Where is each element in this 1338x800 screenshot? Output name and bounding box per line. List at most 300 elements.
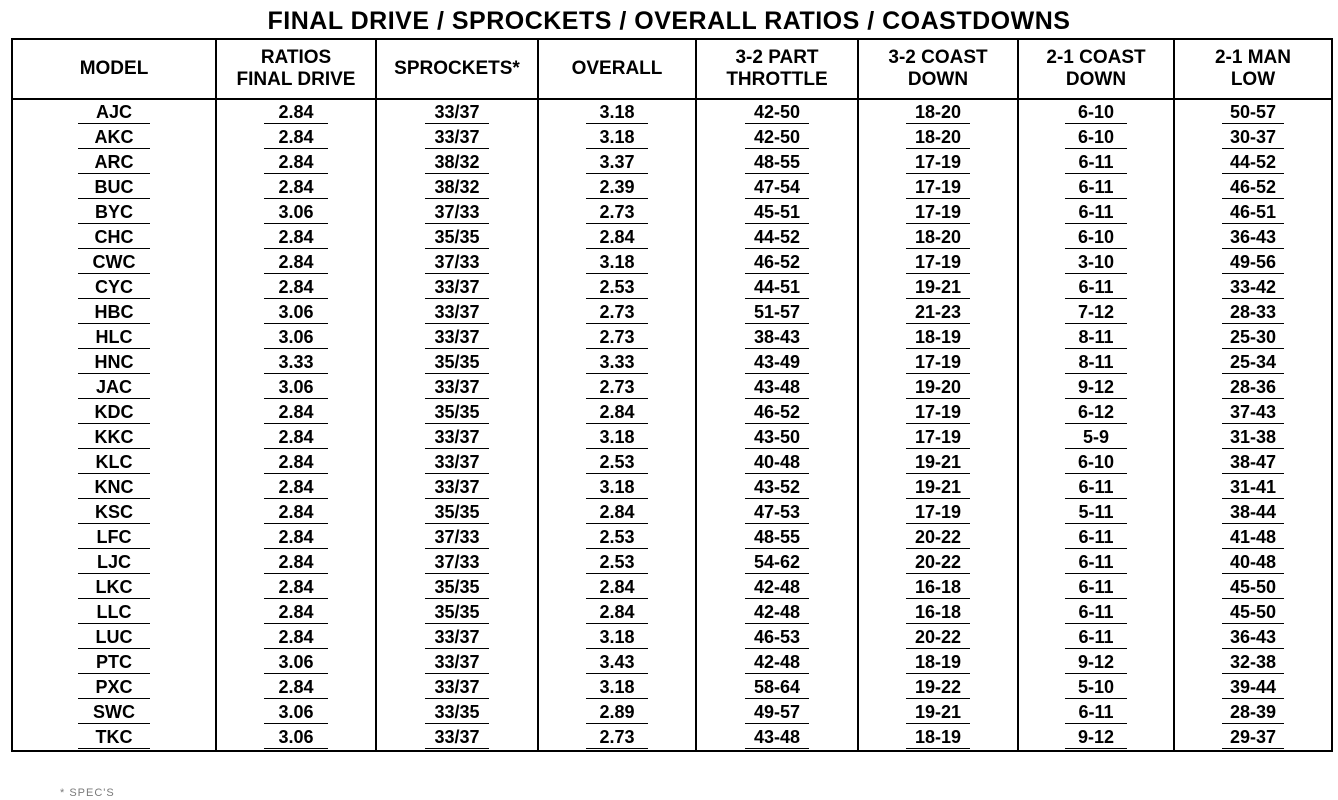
cell-value: 39-44	[1222, 677, 1284, 699]
cell-overall	[538, 300, 696, 325]
table-row	[12, 99, 1332, 125]
cell-value: 35/35	[425, 602, 489, 624]
cell-value: 45-50	[1222, 577, 1284, 599]
cell-value: 37/33	[425, 527, 489, 549]
cell-value: 19-21	[906, 477, 969, 499]
cell-value: 31-38	[1222, 427, 1284, 449]
cell-value: LJC	[78, 552, 151, 574]
cell-man-low-2-1	[1174, 675, 1332, 700]
cell-value: PXC	[78, 677, 151, 699]
col-header-line1: RATIOS	[260, 47, 332, 68]
cell-value: 19-21	[906, 452, 969, 474]
cell-man-low-2-1	[1174, 500, 1332, 525]
cell-final-drive	[216, 150, 376, 175]
table-row	[12, 650, 1332, 675]
cell-coast-down-2-1	[1018, 675, 1174, 700]
cell-value: 19-22	[906, 677, 969, 699]
cell-coast-down-2-1	[1018, 225, 1174, 250]
cell-value: 43-50	[745, 427, 809, 449]
cell-value: 43-48	[745, 727, 809, 749]
cell-value: 38-43	[745, 327, 809, 349]
cell-value: 6-11	[1065, 527, 1127, 549]
cell-sprockets	[376, 350, 538, 375]
cell-overall	[538, 550, 696, 575]
cell-final-drive	[216, 125, 376, 150]
cell-sprockets	[376, 325, 538, 350]
cell-part-throttle-3-2	[696, 275, 858, 300]
table-row	[12, 125, 1332, 150]
cell-coast-down-3-2	[858, 225, 1018, 250]
cell-value: 3.18	[586, 477, 648, 499]
cell-value: 33/37	[425, 627, 489, 649]
cell-value: 3.33	[264, 352, 327, 374]
cell-man-low-2-1	[1174, 525, 1332, 550]
cell-overall	[538, 99, 696, 125]
col-header-line1: 3-2 PART	[735, 47, 819, 68]
cell-final-drive	[216, 375, 376, 400]
cell-overall	[538, 400, 696, 425]
table-row	[12, 600, 1332, 625]
cell-sprockets	[376, 650, 538, 675]
cell-value: 2.39	[586, 177, 648, 199]
cell-value: 2.84	[264, 102, 327, 124]
cell-value: 47-53	[745, 502, 809, 524]
cell-final-drive	[216, 475, 376, 500]
cell-final-drive	[216, 425, 376, 450]
cell-part-throttle-3-2	[696, 600, 858, 625]
cell-coast-down-2-1	[1018, 450, 1174, 475]
cell-value: 17-19	[906, 402, 969, 424]
cell-coast-down-3-2	[858, 300, 1018, 325]
col-header-line2: FINAL DRIVE	[236, 69, 356, 90]
cell-value: 6-10	[1065, 227, 1127, 249]
cell-part-throttle-3-2	[696, 425, 858, 450]
cell-value: 2.84	[264, 577, 327, 599]
cell-man-low-2-1	[1174, 300, 1332, 325]
table-row	[12, 175, 1332, 200]
cell-man-low-2-1	[1174, 125, 1332, 150]
cell-model	[12, 99, 216, 125]
cell-value: 42-50	[745, 127, 809, 149]
col-header-line1: 2-1 COAST	[1046, 47, 1146, 68]
cell-overall	[538, 725, 696, 751]
cell-coast-down-3-2	[858, 575, 1018, 600]
cell-overall	[538, 125, 696, 150]
cell-value: 33/37	[425, 477, 489, 499]
cell-overall	[538, 625, 696, 650]
table-row	[12, 250, 1332, 275]
cell-value: 54-62	[745, 552, 809, 574]
cell-value: 2.84	[264, 227, 327, 249]
cell-man-low-2-1	[1174, 275, 1332, 300]
cell-value: 49-56	[1222, 252, 1284, 274]
col-header-line1: 2-1 MAN	[1214, 47, 1291, 68]
cell-final-drive	[216, 700, 376, 725]
cell-part-throttle-3-2	[696, 200, 858, 225]
cell-value: 16-18	[906, 577, 969, 599]
cell-overall	[538, 275, 696, 300]
cell-part-throttle-3-2	[696, 300, 858, 325]
cell-model	[12, 700, 216, 725]
cell-value: 2.89	[586, 702, 648, 724]
cell-coast-down-2-1	[1018, 425, 1174, 450]
cell-value: BUC	[78, 177, 151, 199]
cell-value: 38-47	[1222, 452, 1284, 474]
cell-value: 19-21	[906, 277, 969, 299]
cell-coast-down-3-2	[858, 525, 1018, 550]
cell-coast-down-3-2	[858, 550, 1018, 575]
cell-value: 58-64	[745, 677, 809, 699]
cell-value: 40-48	[745, 452, 809, 474]
cell-model	[12, 375, 216, 400]
cell-part-throttle-3-2	[696, 650, 858, 675]
col-header-line2: LOW	[1230, 69, 1276, 90]
cell-value: 2.53	[586, 452, 648, 474]
cell-value: LFC	[78, 527, 151, 549]
cell-value: 28-36	[1222, 377, 1284, 399]
cell-value: 2.73	[586, 202, 648, 224]
cell-man-low-2-1	[1174, 700, 1332, 725]
cell-final-drive	[216, 325, 376, 350]
cell-model	[12, 275, 216, 300]
cell-value: 2.73	[586, 327, 648, 349]
ratios-table	[11, 38, 1333, 752]
table-row	[12, 325, 1332, 350]
cell-man-low-2-1	[1174, 375, 1332, 400]
cell-value: 3.06	[264, 327, 327, 349]
cell-value: 3.43	[586, 652, 648, 674]
cell-model	[12, 300, 216, 325]
cell-value: 6-11	[1065, 627, 1127, 649]
cell-overall	[538, 675, 696, 700]
cell-value: LKC	[78, 577, 151, 599]
cell-final-drive	[216, 600, 376, 625]
cell-value: 2.84	[586, 502, 648, 524]
cell-sprockets	[376, 475, 538, 500]
cell-value: 44-52	[1222, 152, 1284, 174]
cell-value: 6-11	[1065, 477, 1127, 499]
cell-value: 35/35	[425, 402, 489, 424]
cell-part-throttle-3-2	[696, 475, 858, 500]
cell-value: 42-48	[745, 602, 809, 624]
cell-overall	[538, 425, 696, 450]
col-header-line2: DOWN	[1065, 69, 1127, 90]
cell-value: 5-10	[1065, 677, 1127, 699]
cell-man-low-2-1	[1174, 350, 1332, 375]
cell-coast-down-3-2	[858, 625, 1018, 650]
cell-value: 2.84	[264, 402, 327, 424]
col-header-3-2-part-throttle	[696, 39, 858, 99]
header-row	[12, 39, 1332, 99]
cell-model	[12, 425, 216, 450]
cell-part-throttle-3-2	[696, 700, 858, 725]
cell-value: 17-19	[906, 152, 969, 174]
cell-value: TKC	[78, 727, 151, 749]
cell-coast-down-2-1	[1018, 575, 1174, 600]
cell-overall	[538, 450, 696, 475]
cell-value: 35/35	[425, 502, 489, 524]
cell-value: 46-52	[745, 402, 809, 424]
cell-coast-down-3-2	[858, 275, 1018, 300]
cell-value: JAC	[78, 377, 151, 399]
cell-man-low-2-1	[1174, 425, 1332, 450]
cell-value: 3.06	[264, 727, 327, 749]
cell-sprockets	[376, 525, 538, 550]
page-title: FINAL DRIVE / SPROCKETS / OVERALL RATIOS / COASTDOWNS	[267, 7, 1071, 35]
cell-value: HBC	[78, 302, 151, 324]
cell-value: CHC	[78, 227, 151, 249]
cell-overall	[538, 200, 696, 225]
cell-value: 6-10	[1065, 452, 1127, 474]
cell-value: 3.06	[264, 702, 327, 724]
cell-value: 37/33	[425, 202, 489, 224]
cell-man-low-2-1	[1174, 200, 1332, 225]
cell-value: 20-22	[906, 627, 969, 649]
cell-coast-down-2-1	[1018, 500, 1174, 525]
cell-coast-down-3-2	[858, 250, 1018, 275]
cell-value: 17-19	[906, 252, 969, 274]
table-row	[12, 475, 1332, 500]
cell-coast-down-3-2	[858, 99, 1018, 125]
table-row	[12, 425, 1332, 450]
col-header-line1: SPROCKETS*	[394, 58, 520, 79]
cell-value: 33/37	[425, 727, 489, 749]
cell-part-throttle-3-2	[696, 575, 858, 600]
cell-value: 33/37	[425, 652, 489, 674]
cell-model	[12, 250, 216, 275]
cell-value: 49-57	[745, 702, 809, 724]
table-row	[12, 450, 1332, 475]
cell-value: 48-55	[745, 152, 809, 174]
cell-man-low-2-1	[1174, 175, 1332, 200]
cell-final-drive	[216, 175, 376, 200]
cell-value: 8-11	[1065, 352, 1127, 374]
cell-value: 2.84	[264, 427, 327, 449]
cell-coast-down-3-2	[858, 425, 1018, 450]
cell-value: 3.18	[586, 677, 648, 699]
table-row	[12, 350, 1332, 375]
col-header-sprockets	[376, 39, 538, 99]
cell-final-drive	[216, 225, 376, 250]
cell-final-drive	[216, 725, 376, 751]
cell-part-throttle-3-2	[696, 525, 858, 550]
cell-overall	[538, 250, 696, 275]
cell-value: 38/32	[425, 177, 489, 199]
cell-model	[12, 125, 216, 150]
cell-coast-down-2-1	[1018, 175, 1174, 200]
cell-value: 44-52	[745, 227, 809, 249]
cell-sprockets	[376, 375, 538, 400]
cell-coast-down-2-1	[1018, 625, 1174, 650]
cell-value: KDC	[78, 402, 151, 424]
cell-coast-down-3-2	[858, 350, 1018, 375]
cell-part-throttle-3-2	[696, 500, 858, 525]
cell-sprockets	[376, 500, 538, 525]
cell-value: 3.06	[264, 652, 327, 674]
cell-value: 33/37	[425, 377, 489, 399]
cell-man-low-2-1	[1174, 99, 1332, 125]
cell-value: 46-52	[745, 252, 809, 274]
cell-value: 2.84	[264, 602, 327, 624]
cell-man-low-2-1	[1174, 250, 1332, 275]
cell-sprockets	[376, 275, 538, 300]
cell-model	[12, 525, 216, 550]
cell-value: 3.18	[586, 252, 648, 274]
cell-value: 6-11	[1065, 177, 1127, 199]
cell-model	[12, 475, 216, 500]
cell-man-low-2-1	[1174, 400, 1332, 425]
cell-value: 33/37	[425, 102, 489, 124]
cell-model	[12, 650, 216, 675]
cell-model	[12, 725, 216, 751]
cell-part-throttle-3-2	[696, 250, 858, 275]
cell-coast-down-2-1	[1018, 300, 1174, 325]
cell-coast-down-2-1	[1018, 150, 1174, 175]
cell-value: 6-12	[1065, 402, 1127, 424]
col-header-2-1-coast-down	[1018, 39, 1174, 99]
cell-value: 2.84	[264, 552, 327, 574]
cell-value: 51-57	[745, 302, 809, 324]
cell-coast-down-3-2	[858, 700, 1018, 725]
cell-final-drive	[216, 450, 376, 475]
cell-coast-down-2-1	[1018, 350, 1174, 375]
col-header-line1: 3-2 COAST	[888, 47, 988, 68]
cell-value: 18-19	[906, 327, 969, 349]
cell-value: 2.53	[586, 552, 648, 574]
cell-value: AJC	[78, 102, 151, 124]
cell-value: 2.84	[264, 127, 327, 149]
col-header-line1: OVERALL	[571, 58, 663, 79]
table-row	[12, 725, 1332, 751]
table-row	[12, 300, 1332, 325]
cell-value: 2.73	[586, 727, 648, 749]
cell-value: 42-48	[745, 577, 809, 599]
cell-overall	[538, 650, 696, 675]
cell-coast-down-2-1	[1018, 375, 1174, 400]
cell-sprockets	[376, 550, 538, 575]
cell-value: 35/35	[425, 227, 489, 249]
cell-final-drive	[216, 500, 376, 525]
cell-value: 17-19	[906, 502, 969, 524]
cell-coast-down-3-2	[858, 500, 1018, 525]
col-header-final-drive	[216, 39, 376, 99]
cell-final-drive	[216, 400, 376, 425]
cell-value: 8-11	[1065, 327, 1127, 349]
cell-value: 2.84	[264, 152, 327, 174]
cell-value: 2.84	[586, 602, 648, 624]
cell-value: 3.06	[264, 202, 327, 224]
cell-value: 37-43	[1222, 402, 1284, 424]
cell-overall	[538, 225, 696, 250]
cell-value: 42-50	[745, 102, 809, 124]
cell-value: 9-12	[1065, 652, 1127, 674]
cell-man-low-2-1	[1174, 550, 1332, 575]
cell-value: 32-38	[1222, 652, 1284, 674]
table-row	[12, 675, 1332, 700]
cell-final-drive	[216, 350, 376, 375]
cell-final-drive	[216, 675, 376, 700]
cell-coast-down-2-1	[1018, 525, 1174, 550]
col-header-2-1-man-low	[1174, 39, 1332, 99]
cell-final-drive	[216, 275, 376, 300]
cell-value: 6-10	[1065, 127, 1127, 149]
cell-model	[12, 600, 216, 625]
cell-value: 2.84	[264, 452, 327, 474]
cell-value: 2.84	[264, 252, 327, 274]
cell-value: 2.84	[586, 402, 648, 424]
cell-value: 3.06	[264, 302, 327, 324]
cell-value: 44-51	[745, 277, 809, 299]
cell-value: 40-48	[1222, 552, 1284, 574]
cell-model	[12, 225, 216, 250]
cell-sprockets	[376, 725, 538, 751]
cell-part-throttle-3-2	[696, 725, 858, 751]
cell-sprockets	[376, 425, 538, 450]
cell-man-low-2-1	[1174, 600, 1332, 625]
cell-value: 46-52	[1222, 177, 1284, 199]
cell-sprockets	[376, 625, 538, 650]
cell-value: 3.33	[586, 352, 648, 374]
cell-part-throttle-3-2	[696, 150, 858, 175]
cell-part-throttle-3-2	[696, 125, 858, 150]
cell-value: 48-55	[745, 527, 809, 549]
cell-value: HLC	[78, 327, 151, 349]
cell-final-drive	[216, 625, 376, 650]
cell-value: 6-10	[1065, 102, 1127, 124]
cell-final-drive	[216, 575, 376, 600]
cell-value: 36-43	[1222, 627, 1284, 649]
cell-value: 45-51	[745, 202, 809, 224]
cell-model	[12, 350, 216, 375]
cell-value: 33/37	[425, 302, 489, 324]
cell-value: KKC	[78, 427, 151, 449]
col-header-3-2-coast-down	[858, 39, 1018, 99]
cell-coast-down-3-2	[858, 600, 1018, 625]
col-header-model	[12, 39, 216, 99]
cell-model	[12, 175, 216, 200]
cell-sprockets	[376, 125, 538, 150]
cell-value: 19-21	[906, 702, 969, 724]
cell-man-low-2-1	[1174, 725, 1332, 751]
cell-sprockets	[376, 300, 538, 325]
cell-coast-down-3-2	[858, 175, 1018, 200]
cell-value: 41-48	[1222, 527, 1284, 549]
cell-value: PTC	[78, 652, 151, 674]
cell-value: 31-41	[1222, 477, 1284, 499]
cell-overall	[538, 350, 696, 375]
cell-final-drive	[216, 99, 376, 125]
cell-coast-down-2-1	[1018, 275, 1174, 300]
cell-final-drive	[216, 300, 376, 325]
table-row	[12, 375, 1332, 400]
cell-sprockets	[376, 600, 538, 625]
table-row	[12, 200, 1332, 225]
cell-man-low-2-1	[1174, 475, 1332, 500]
table-row	[12, 625, 1332, 650]
cell-value: 6-11	[1065, 152, 1127, 174]
cell-value: 2.84	[586, 577, 648, 599]
cell-value: 5-11	[1065, 502, 1127, 524]
cell-sprockets	[376, 450, 538, 475]
cell-value: 2.84	[264, 527, 327, 549]
cell-value: AKC	[78, 127, 151, 149]
cell-man-low-2-1	[1174, 575, 1332, 600]
cell-coast-down-3-2	[858, 450, 1018, 475]
cell-value: 33/37	[425, 277, 489, 299]
cell-part-throttle-3-2	[696, 550, 858, 575]
cell-value: 30-37	[1222, 127, 1284, 149]
table-row	[12, 275, 1332, 300]
